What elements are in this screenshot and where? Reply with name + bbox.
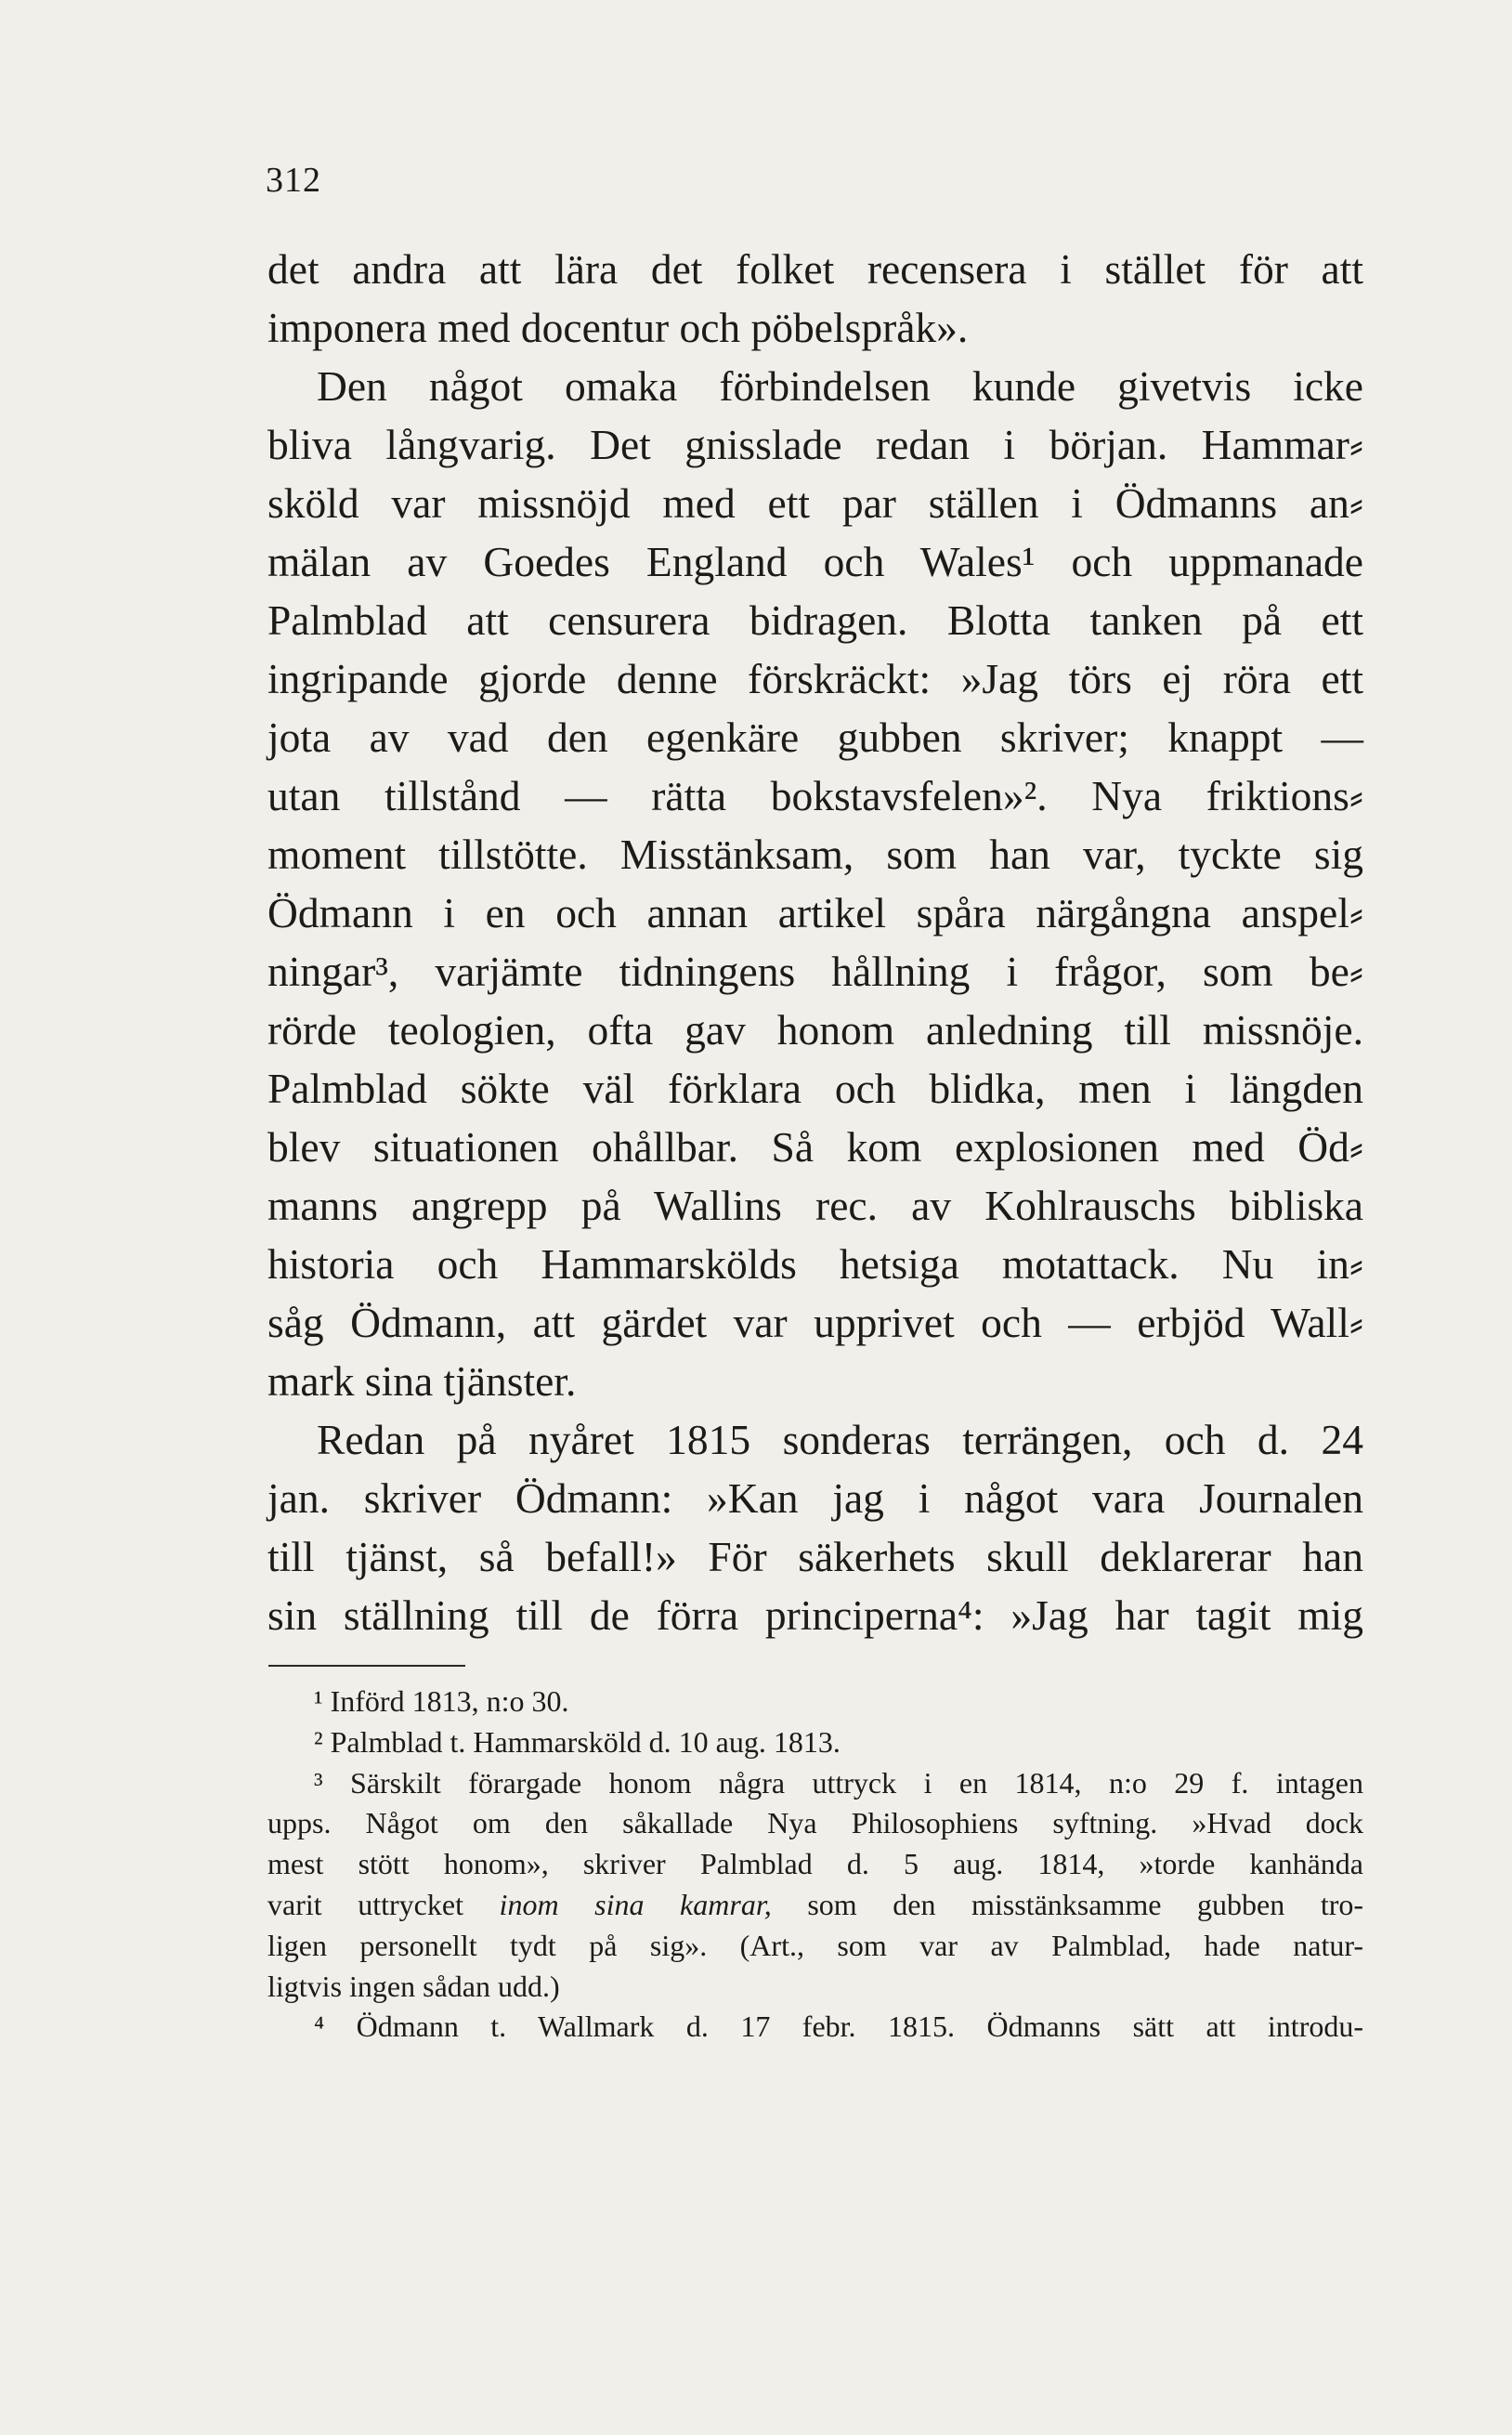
body-line: mälan av Goedes England och Wales¹ och uppmanade: [267, 538, 1363, 585]
footnotes: [267, 1682, 1363, 2048]
body-line: Den något omaka förbindelsen kunde givetvis icke: [317, 362, 1363, 410]
footnote-3-line: ³ Särskilt förargade honom några uttryck i en 1814, n:o 29 f. intagen: [314, 1765, 1363, 1800]
body-line: Palmblad att censurera bidragen. Blotta tanken på ett: [267, 596, 1363, 644]
footnote-2: ² Palmblad t. Hammarsköld d. 10 aug. 1813.: [314, 1724, 841, 1759]
footnote-4: ⁴ Ödmann t. Wallmark d. 17 febr. 1815. Ödmanns sätt att introdu-: [314, 2010, 1363, 2044]
footnote-italic-quote: inom sina kamrar,: [499, 1887, 772, 1921]
body-line: bliva långvarig. Det gnisslade redan i början. Hammar⸗: [267, 421, 1363, 468]
body-line: historia och Hammarskölds hetsiga motattack. Nu in⸗: [267, 1240, 1363, 1288]
body-line: sin ställning till de förra principerna⁴: »Jag har tagit mig: [267, 1591, 1363, 1639]
footnote-3-line: mest stött honom», skriver Palmblad d. 5 aug. 1814, »torde kanhända: [267, 1847, 1363, 1881]
body-line: ingripande gjorde denne förskräckt: »Jag törs ej röra ett: [267, 655, 1363, 702]
body-text: [267, 240, 1363, 1644]
body-line: blev situationen ohållbar. Så kom explosionen med Öd⸗: [267, 1123, 1363, 1171]
footnote-3-line: upps. Något om den såkallade Nya Philosophiens syftning. »Hvad dock: [267, 1806, 1363, 1840]
body-line: jota av vad den egenkäre gubben skriver; knappt —: [267, 713, 1363, 761]
body-line: moment tillstötte. Misstänksam, som han var, tyckte sig: [267, 831, 1363, 878]
footnote-3-line: ligen personellt tydt på sig». (Art., som var av Palmblad, hade natur-: [267, 1928, 1363, 1962]
footnote-3-line: ligtvis ingen sådan udd.): [267, 1969, 560, 2003]
footnote-separator: [268, 1665, 465, 1667]
footnote-text: varit uttrycket: [267, 1887, 500, 1921]
body-line: Redan på nyåret 1815 sonderas terrängen, och d. 24: [317, 1416, 1363, 1463]
body-line: till tjänst, så befall!» För säkerhets skull deklarerar han: [267, 1533, 1363, 1580]
body-line: ningar³, varjämte tidningens hållning i frågor, som be⸗: [267, 948, 1363, 995]
body-line: jan. skriver Ödmann: »Kan jag i något vara Journalen: [267, 1474, 1363, 1522]
footnote-3-line: [267, 1885, 1363, 1926]
body-line: Ödmann i en och annan artikel spåra närgångna anspel⸗: [267, 889, 1363, 936]
body-line: Palmblad sökte väl förklara och blidka, men i längden: [267, 1065, 1363, 1112]
body-line: såg Ödmann, att gärdet var upprivet och — erbjöd Wall⸗: [267, 1299, 1363, 1346]
footnote-1: ¹ Införd 1813, n:o 30.: [314, 1684, 569, 1718]
body-line: manns angrepp på Wallins rec. av Kohlrauschs bibliska: [267, 1182, 1363, 1229]
body-line: rörde teologien, ofta gav honom anledning till missnöje.: [267, 1006, 1363, 1054]
body-line: sköld var missnöjd med ett par ställen i Ödmanns an⸗: [267, 479, 1363, 527]
page-number: 312: [266, 161, 321, 200]
body-line: det andra att lära det folket recensera i stället för att: [267, 245, 1363, 293]
body-line: mark sina tjänster.: [267, 1357, 577, 1405]
footnote-text: som den misstänksamme gubben tro-: [771, 1887, 1364, 1921]
body-line: utan tillstånd — rätta bokstavsfelen»². Nya friktions⸗: [267, 772, 1363, 819]
body-line: imponera med docentur och pöbelspråk».: [267, 304, 969, 351]
